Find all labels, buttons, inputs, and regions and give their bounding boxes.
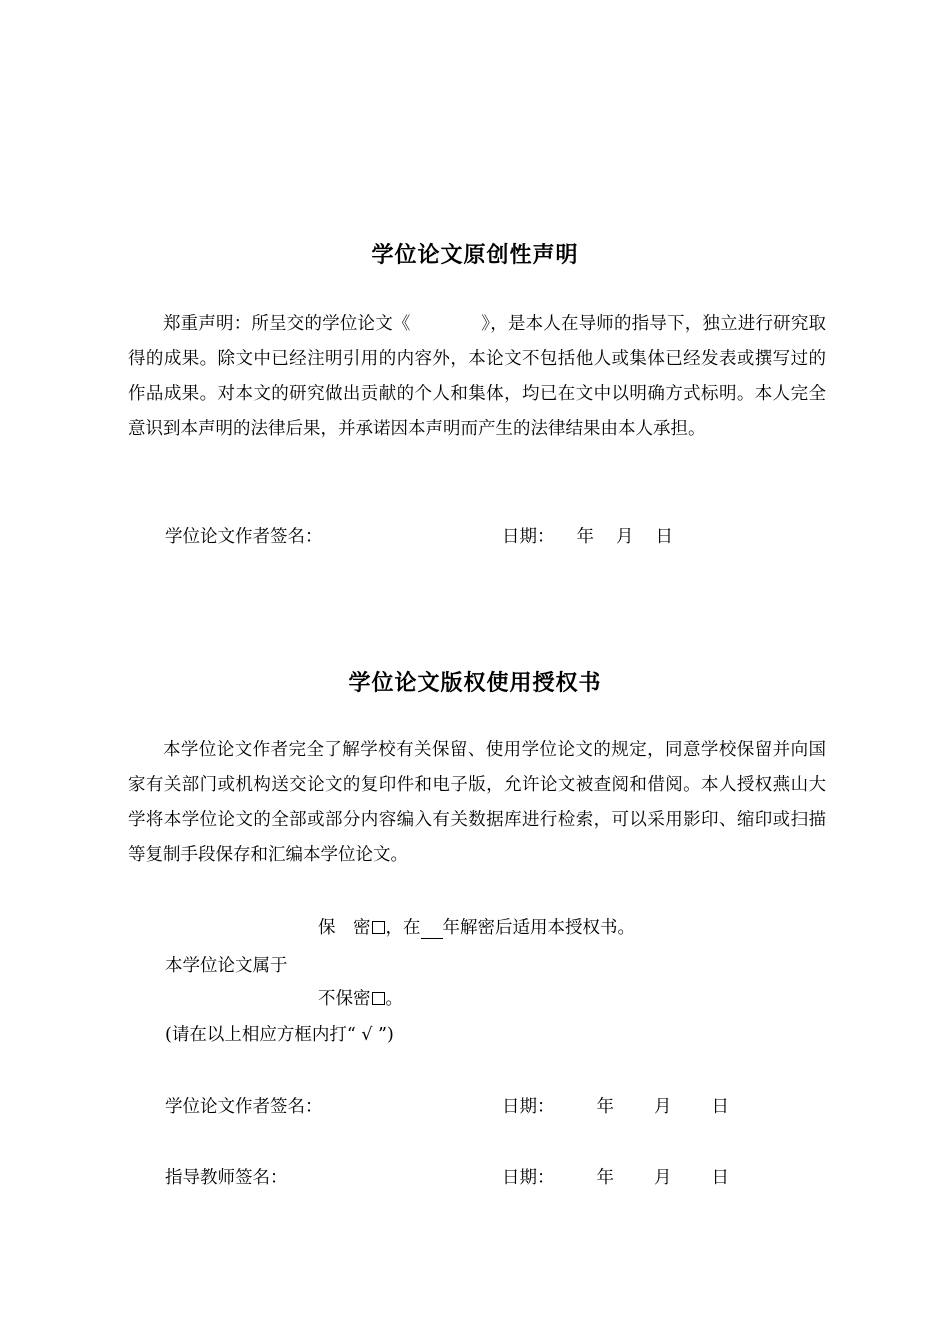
authorization-author-month: 月 (654, 1097, 672, 1117)
originality-body: 郑重声明：所呈交的学位论文《 》，是本人在导师的指导下，独立进行研究取得的成果。除文中已经注明引用的内容外，本论文不包括他人或集体已经发表或撰写过的作品成果。对本文的研究做出贡献的个人和集体，均已在文中以明确方式标明。本人完全意识到本声明的法律后果，并承诺因本声明而产生的法律结果由本人承担。 (128, 314, 826, 439)
advisor-date-row (502, 1167, 729, 1189)
advisor-month: 月 (654, 1168, 672, 1188)
confidential-mid-text: ，在 (385, 918, 421, 938)
originality-month: 月 (616, 527, 634, 547)
advisor-day: 日 (711, 1168, 729, 1188)
advisor-sign-label: 指导教师签名： (165, 1168, 288, 1188)
originality-year: 年 (576, 527, 594, 547)
not-confidential-end: 。 (385, 989, 403, 1009)
originality-date-label: 日期： (502, 527, 555, 547)
originality-date-row (502, 526, 673, 548)
belongs-to-label: 本学位论文属于 (165, 956, 288, 976)
authorization-author-sign-label: 学位论文作者签名： (165, 1097, 323, 1117)
not-confidential-option (318, 988, 403, 1010)
originality-day: 日 (655, 527, 673, 547)
authorization-author-date-row (502, 1096, 729, 1118)
not-confidential-checkbox[interactable] (372, 992, 385, 1005)
advisor-year: 年 (596, 1168, 614, 1188)
confidential-label: 保 密 (318, 918, 371, 938)
originality-title: 学位论文原创性声明 (371, 243, 579, 268)
confidential-checkbox[interactable] (372, 921, 385, 934)
years-blank[interactable] (421, 920, 443, 939)
confidential-option (318, 917, 635, 939)
authorization-author-year: 年 (596, 1097, 614, 1117)
checkbox-instruction: (请在以上相应方框内打“ √ ”) (165, 1025, 394, 1045)
advisor-date-label: 日期： (502, 1168, 555, 1188)
originality-author-sign-label: 学位论文作者签名： (165, 527, 323, 547)
authorization-title: 学位论文版权使用授权书 (348, 671, 602, 696)
confidential-suffix-text: 年解密后适用本授权书。 (442, 918, 635, 938)
authorization-author-date-label: 日期： (502, 1097, 555, 1117)
not-confidential-label: 不保密 (318, 989, 371, 1009)
authorization-author-day: 日 (711, 1097, 729, 1117)
authorization-body: 本学位论文作者完全了解学校有关保留、使用学位论文的规定，同意学校保留并向国家有关部门或机构送交论文的复印件和电子版，允许论文被查阅和借阅。本人授权燕山大学将本学位论文的全部或部分内容编入有关数据库进行检索，可以采用影印、缩印或扫描等复制手段保存和汇编本学位论文。 (128, 740, 826, 865)
